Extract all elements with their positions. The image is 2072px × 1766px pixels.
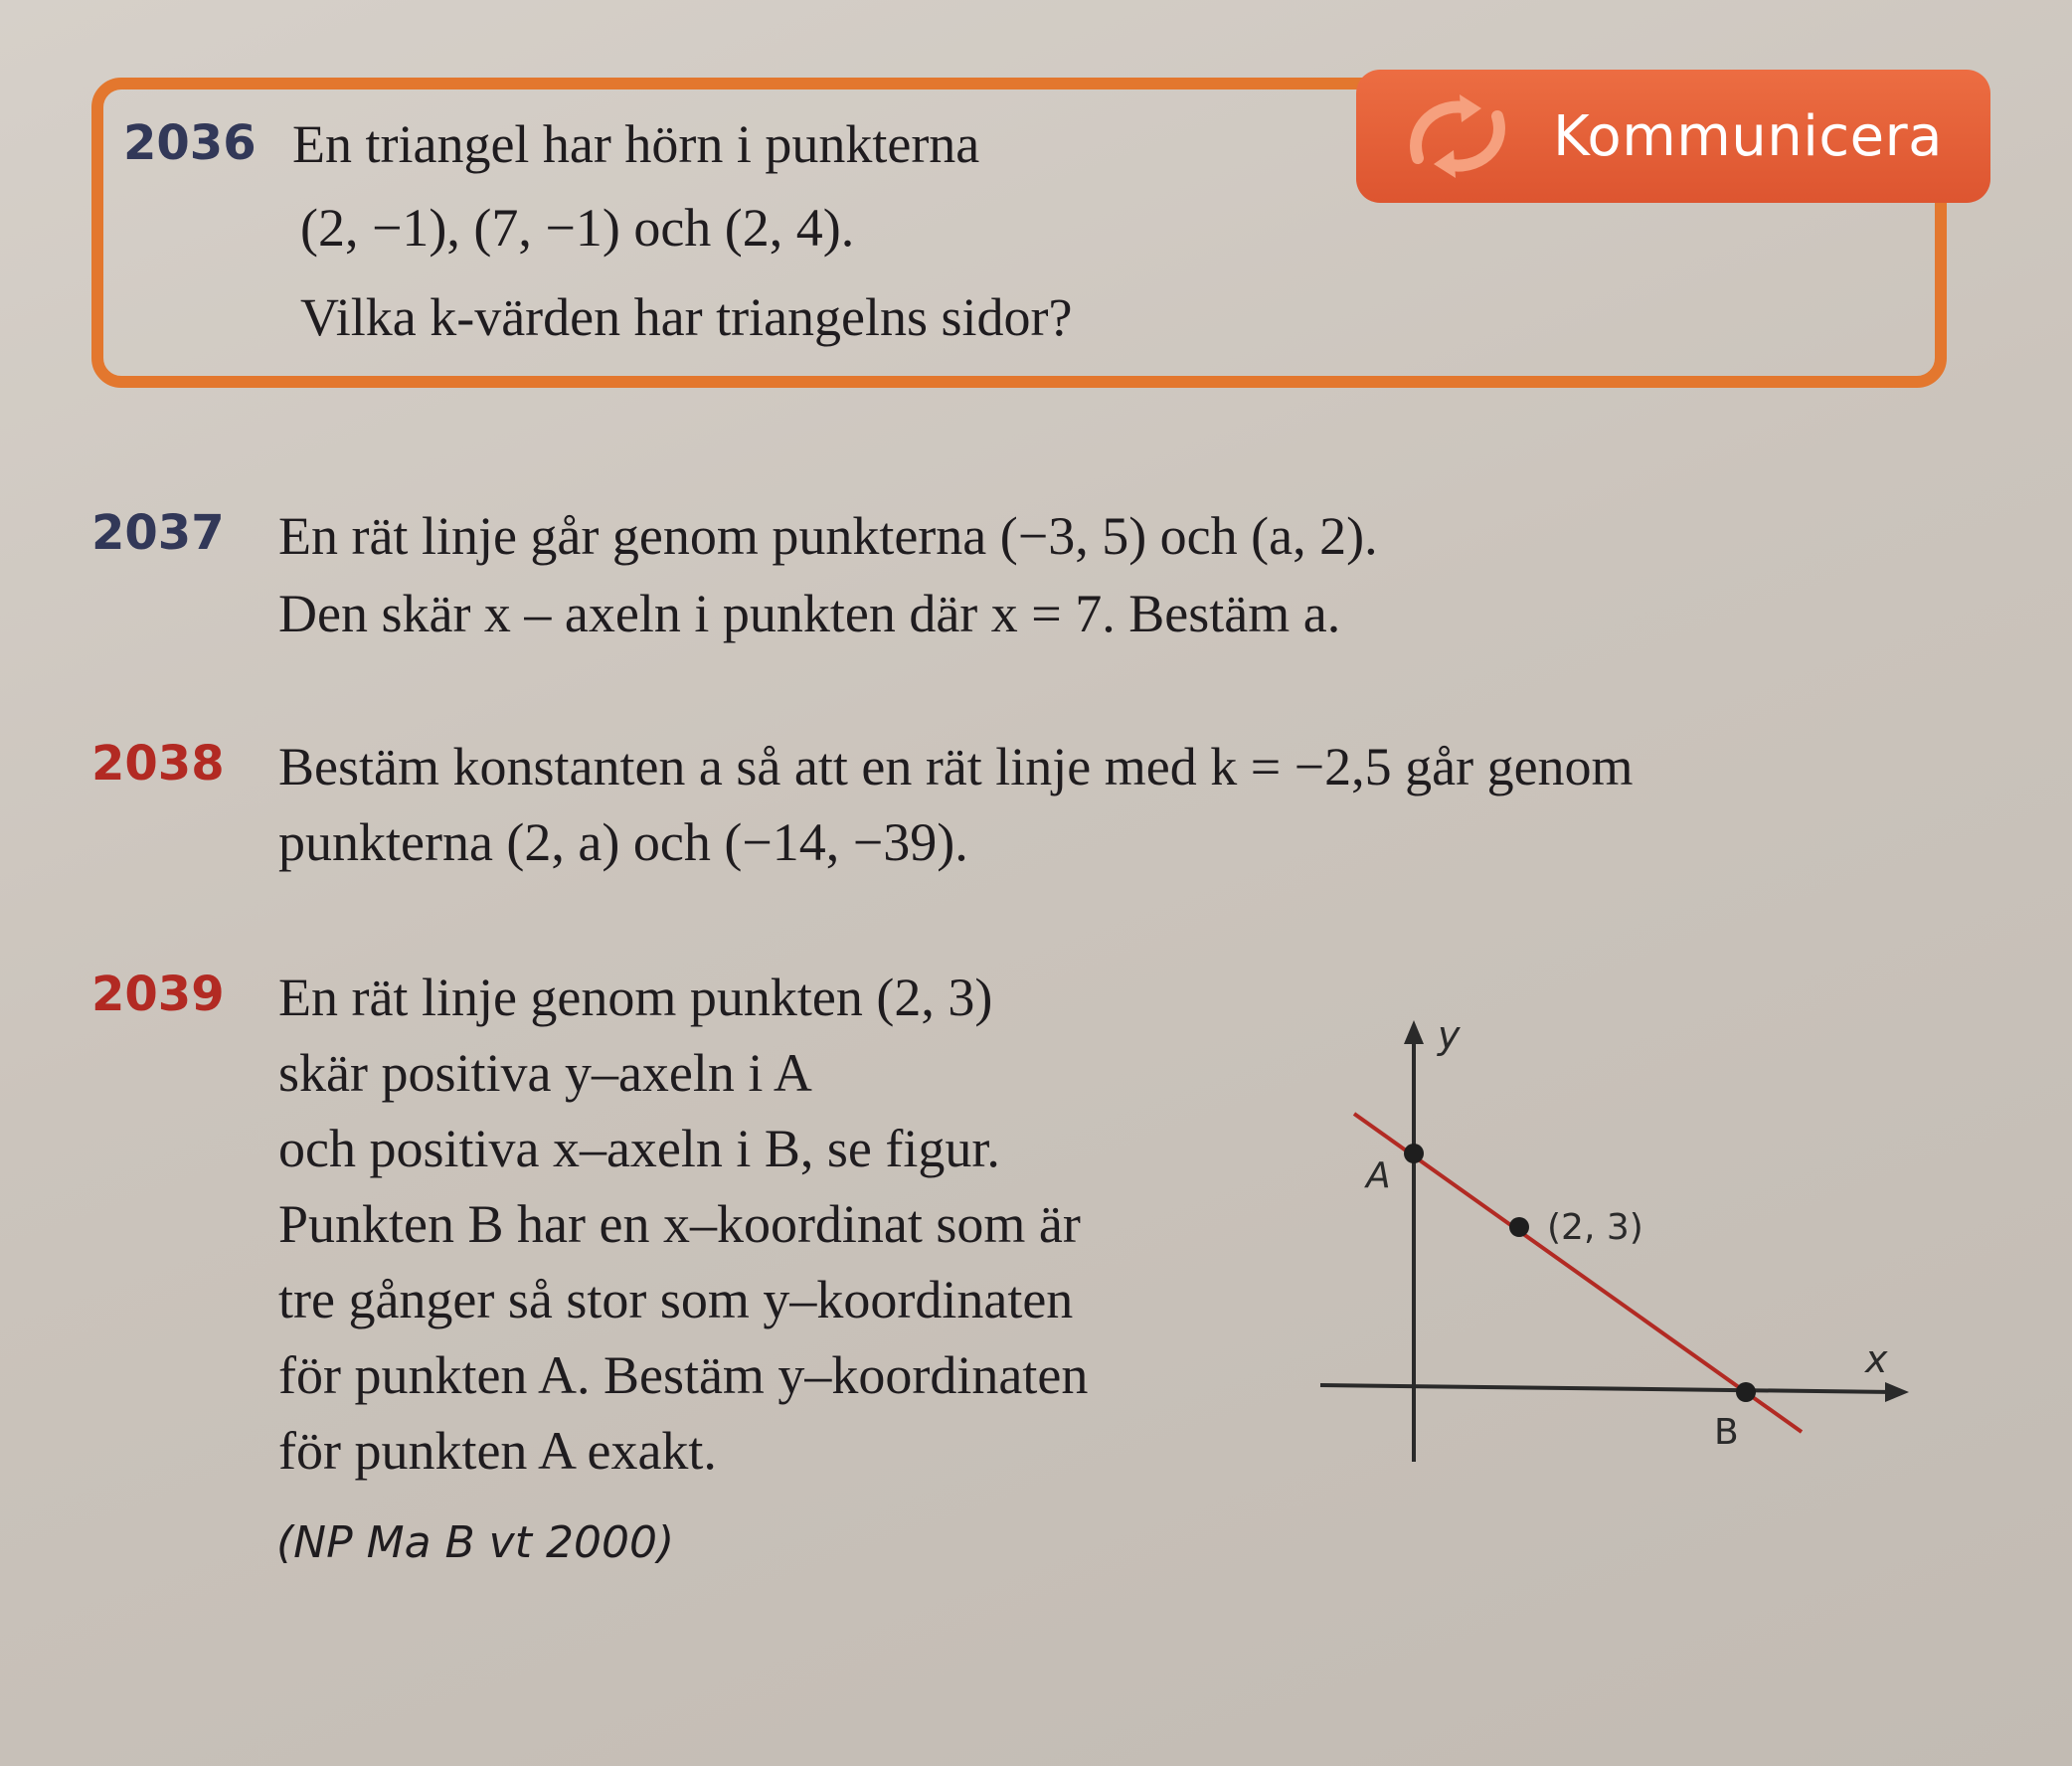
point-mid-label: (2, 3) [1547, 1207, 1643, 1248]
problem-2039-line-7: för punkten A exakt. [278, 1421, 717, 1481]
problem-2037-line-1: En rät linje går genom punkterna (−3, 5) och (a, 2). [278, 506, 1378, 566]
problem-2036-line-2: (2, −1), (7, −1) och (2, 4). [300, 198, 855, 258]
problem-2039-line-2: skär positiva y–axeln i A [278, 1043, 812, 1103]
problem-2037-number: 2037 [91, 505, 225, 561]
problem-2039-line-5: tre gånger så stor som y–koordinaten [278, 1270, 1074, 1329]
coordinate-figure [1293, 1004, 1929, 1482]
problem-2039-line-1: En rät linje genom punkten (2, 3) [278, 968, 993, 1027]
problem-2036-line-1: En triangel har hörn i punkterna [292, 114, 980, 174]
y-axis-arrow [1404, 1020, 1424, 1044]
kommunicera-badge [1356, 70, 1990, 203]
problem-2038-number: 2038 [91, 736, 225, 792]
x-axis [1320, 1385, 1897, 1392]
x-axis-label: x [1865, 1337, 1888, 1381]
refresh-arrows-icon [1398, 87, 1517, 186]
point-mid [1509, 1217, 1529, 1237]
point-a-label: A [1366, 1155, 1391, 1196]
problem-2039-line-6: för punkten A. Bestäm y–koordinaten [278, 1345, 1089, 1405]
point-b-label: B [1714, 1412, 1739, 1453]
problem-2039-number: 2039 [91, 967, 225, 1022]
problem-2036-number: 2036 [123, 115, 257, 171]
point-a [1404, 1144, 1424, 1163]
badge-label: Kommunicera [1553, 103, 1943, 169]
x-axis-arrow [1885, 1382, 1909, 1402]
point-b [1736, 1382, 1756, 1402]
problem-2036-line-3: Vilka k-värden har triangelns sidor? [300, 287, 1073, 347]
y-axis-label: y [1438, 1013, 1461, 1057]
problem-2039-source: (NP Ma B vt 2000) [276, 1517, 675, 1568]
problem-2039-line-3: och positiva x–axeln i B, se figur. [278, 1119, 1000, 1178]
problem-2039-line-4: Punkten B har en x–koordinat som är [278, 1194, 1081, 1254]
line-ab [1354, 1114, 1802, 1432]
problem-2037-line-2: Den skär x – axeln i punkten där x = 7. Bestäm a. [278, 584, 1341, 643]
problem-2038-line-1: Bestäm konstanten a så att en rät linje med k = −2,5 går genom [278, 737, 1634, 796]
problem-2038-line-2: punkterna (2, a) och (−14, −39). [278, 812, 968, 872]
